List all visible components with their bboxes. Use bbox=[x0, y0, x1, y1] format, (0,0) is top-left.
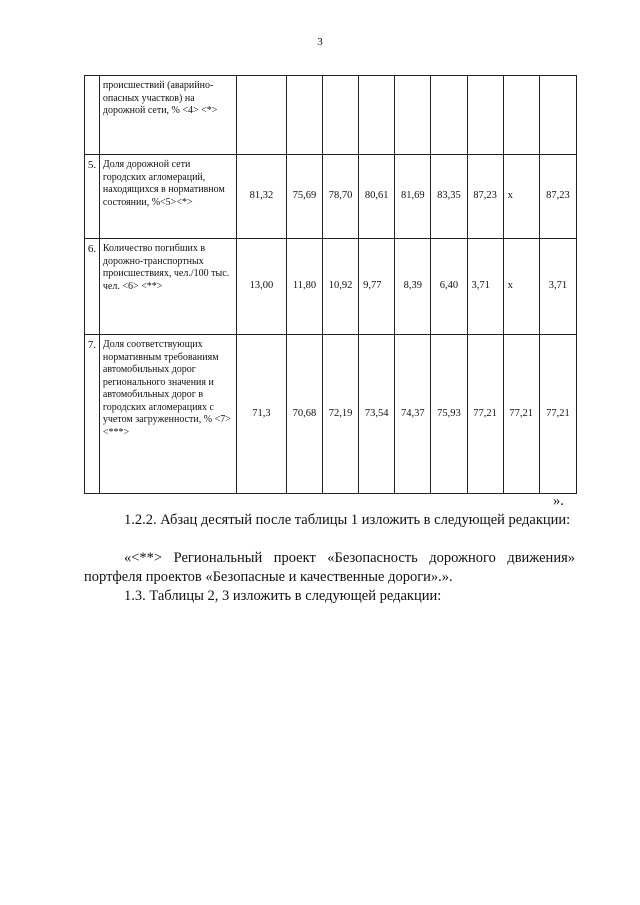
value-cell: 80,61 bbox=[359, 155, 395, 239]
row-number-cell: 6. bbox=[85, 239, 100, 335]
indicator-name-cell: Доля соответствующих нормативным требованиям автомобильных дорог регионального значения и автомобильных дорог в городских агломерациях с учетом загруженности, % <7> <***> bbox=[99, 335, 236, 494]
value-cell: 9,77 bbox=[359, 239, 395, 335]
indicator-name-cell: Доля дорожной сети городских агломераций, находящихся в нормативном состоянии, %<5><*> bbox=[99, 155, 236, 239]
value-cell: 70,68 bbox=[286, 335, 322, 494]
value-cell bbox=[395, 76, 431, 155]
value-cell bbox=[236, 76, 286, 155]
value-cell: 3,71 bbox=[467, 239, 503, 335]
page-number: 3 bbox=[317, 36, 323, 48]
table-row bbox=[85, 155, 577, 239]
value-cell: 71,3 bbox=[236, 335, 286, 494]
indicator-name-cell: происшествий (аварийно-опасных участков) на дорожной сети, % <4> <*> bbox=[99, 76, 236, 155]
value-cell: 87,23 bbox=[539, 155, 576, 239]
value-cell bbox=[286, 76, 322, 155]
value-cell: 13,00 bbox=[236, 239, 286, 335]
value-cell: 78,70 bbox=[323, 155, 359, 239]
row-number-cell bbox=[85, 76, 100, 155]
value-cell: 83,35 bbox=[431, 155, 467, 239]
value-cell bbox=[359, 76, 395, 155]
value-cell: 77,21 bbox=[467, 335, 503, 494]
paragraph-1-2-2: 1.2.2. Абзац десятый после таблицы 1 изложить в следующей редакции: bbox=[124, 512, 571, 528]
value-cell: 75,69 bbox=[286, 155, 322, 239]
value-cell: 81,69 bbox=[395, 155, 431, 239]
row-number-cell: 5. bbox=[85, 155, 100, 239]
value-cell: 81,32 bbox=[236, 155, 286, 239]
paragraph-footnote-quote: «<**> Региональный проект «Безопасность дорожного движения» портфеля проектов «Безопасные и качественные дороги».». bbox=[84, 550, 575, 585]
quote-end-mark: ». bbox=[553, 493, 564, 509]
value-cell: 74,37 bbox=[395, 335, 431, 494]
value-cell bbox=[431, 76, 467, 155]
value-cell bbox=[323, 76, 359, 155]
value-cell: 77,21 bbox=[539, 335, 576, 494]
indicator-name-cell: Количество погибших в дорожно-транспортных происшествиях, чел./100 тыс. чел. <6> <**> bbox=[99, 239, 236, 335]
table-row bbox=[85, 335, 577, 494]
value-cell: 72,19 bbox=[323, 335, 359, 494]
value-cell: 6,40 bbox=[431, 239, 467, 335]
value-cell: 73,54 bbox=[359, 335, 395, 494]
value-cell: 75,93 bbox=[431, 335, 467, 494]
value-cell: 77,21 bbox=[503, 335, 539, 494]
table-row bbox=[85, 239, 577, 335]
row-number-cell: 7. bbox=[85, 335, 100, 494]
value-cell: x bbox=[503, 239, 539, 335]
value-cell: 87,23 bbox=[467, 155, 503, 239]
value-cell bbox=[467, 76, 503, 155]
value-cell: 8,39 bbox=[395, 239, 431, 335]
value-cell: 3,71 bbox=[539, 239, 576, 335]
paragraph-1-3: 1.3. Таблицы 2, 3 изложить в следующей редакции: bbox=[124, 588, 442, 604]
table-row-continuation bbox=[85, 76, 577, 155]
value-cell: x bbox=[503, 155, 539, 239]
value-cell bbox=[539, 76, 576, 155]
indicators-table bbox=[84, 75, 577, 494]
value-cell bbox=[503, 76, 539, 155]
value-cell: 11,80 bbox=[286, 239, 322, 335]
value-cell: 10,92 bbox=[323, 239, 359, 335]
